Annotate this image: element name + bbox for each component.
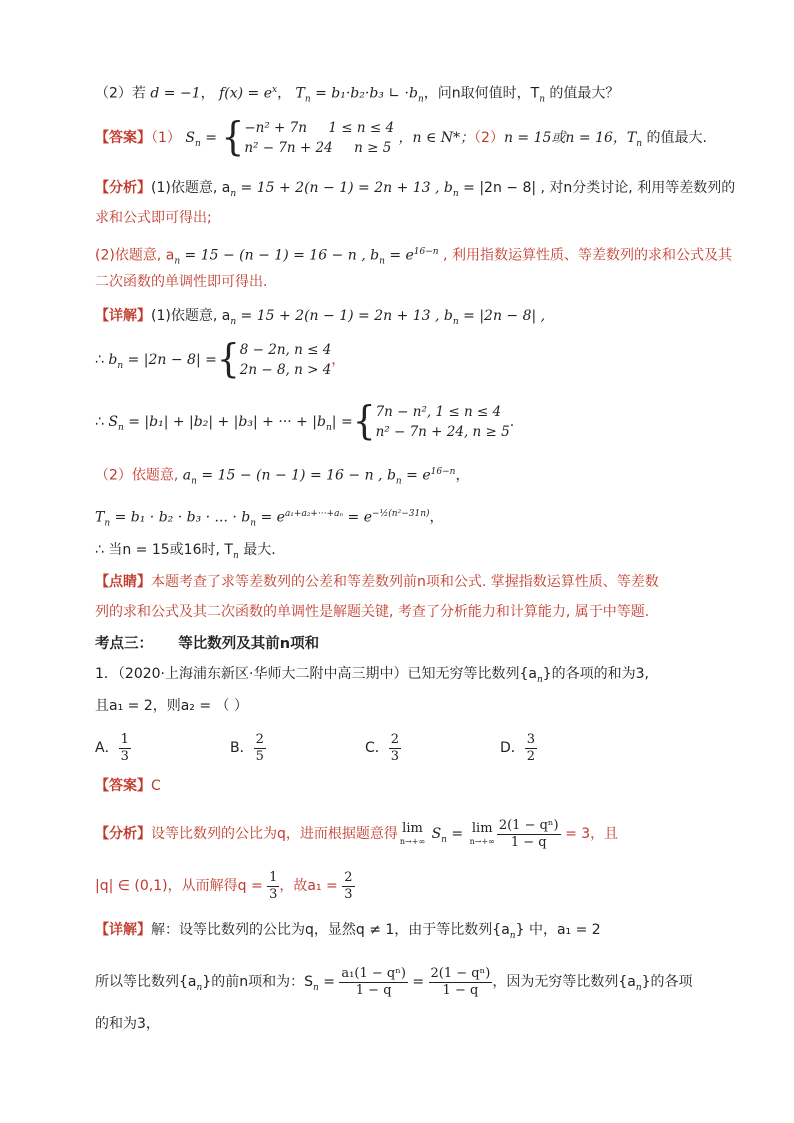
detail-p2-exp: 16−n [430, 467, 456, 477]
analysis2-line2b: ，故a₁ = [279, 878, 343, 894]
detail2-line1b: } 中，a₁ = 2 [515, 922, 601, 938]
detail2-f2-num: 2(1 − qⁿ) [430, 965, 491, 981]
remark-l2: 列的求和公式及其二次函数的单调性是解题关键, 考查了分析能力和计算能力, 属于中等题. [95, 604, 650, 620]
q2-label: （2）若 [95, 85, 146, 102]
answer-case1-cond: 1 ≤ n ≤ 4 [328, 120, 395, 136]
analysis2-frac-num: 2(1 − qⁿ) [498, 817, 559, 833]
detail-b-lhs: b [108, 352, 118, 368]
analysis2-frac-den: 1 − q [510, 834, 547, 850]
answer-p1: （1） [151, 130, 181, 146]
option-c-letter: C． [365, 740, 389, 756]
option-b-den: 5 [255, 748, 264, 764]
detail-p2: （2）依题意, [95, 467, 179, 484]
problem-1-line-2 [95, 696, 248, 716]
detail2-f2-den: 1 − q [442, 982, 479, 998]
section-heading [95, 634, 319, 654]
problem-number: 1． [95, 666, 118, 682]
option-d-den: 2 [526, 748, 536, 764]
detail-l1b: = 15 + 2(n − 1) = 2n + 13 , b [236, 308, 453, 324]
q2-sep2: ， [277, 85, 292, 102]
problem-source: （2020·上海浦东新区·华师大二附中高三期中）已知无穷等比数列{a [117, 666, 537, 682]
problem-options [95, 728, 695, 768]
section-label: 考点三： [95, 636, 153, 652]
detail-b-case1: 8 − 2n, n ≤ 4 [239, 342, 332, 358]
detail2-line2c: ，因为无穷等比数列{a [492, 974, 636, 990]
detail-part2: （2）依题意, $a_n = 15 - (n - 1) = 16 - n$ , $b_n = e^{16-n}$， [95, 467, 470, 487]
detail-l1: (1)依题意, a [151, 308, 231, 324]
analysis2-lim1: lim [402, 821, 423, 836]
q2-question: ，问n取何值时，T [423, 85, 540, 102]
detail-p2b: = 15 − (n − 1) = 16 − n , b [196, 467, 396, 484]
analysis-line-1: 【分析】(1)依题意, $a_n = 15 + 2(n - 1) = 2n + 13$ , $b_n = |2n - 8|$ , 对n分类讨论, 利用等差数列的 [95, 180, 736, 199]
answer-line: 【答案】（1） $S_n$ = { −n² + 7n 1 ≤ n ≤ 4 n² − 7n + 24 n ≥ 5 ，n ∈ N*；（2）n = 15或n = 16，$T_n$ 的值最大. [95, 114, 707, 160]
option-a-letter: A． [95, 740, 119, 756]
detail2-line-1: 【详解】解：设等比数列的公比为q，显然q ≠ 1，由于等比数列$\{a_n\}$ 中，a₁ = 2 [95, 922, 601, 941]
question-2-line: （2）若 d = −1， $f(x) = e^x$， $T_n = b_1\cdot b_2\cdot b_3$ ∟ $\cdot b_n$，问n取何值时，$T_n$ 的值最大？ [95, 85, 620, 105]
analysis-l3d: , 利用指数运算性质、等差数列的求和公式及其 [438, 247, 732, 264]
analysis-l3b: = 15 − (n − 1) = 16 − n , b [180, 247, 380, 264]
option-d-num: 3 [526, 731, 536, 747]
analysis2-a-den: 3 [344, 886, 353, 902]
detail-T: T [95, 509, 105, 526]
detail-T-rhs: = b₁ · b₂ · b₃ · ... · b [110, 509, 251, 526]
detail-S-case2: n² − 7n + 24, n ≥ 5 [375, 424, 510, 440]
option-c-num: 2 [390, 731, 400, 747]
answer-case2-expr: n² − 7n + 24 [244, 140, 333, 156]
answer-p2-text: n = 15或n = 16，T [503, 130, 637, 146]
answer-p2: （2） [474, 130, 504, 146]
answer-case1-expr: −n² + 7n [244, 120, 307, 136]
problem-line2: 且a₁ = 2，则a₂ = （ ） [95, 698, 249, 714]
analysis-line-4 [95, 272, 267, 292]
detail2-f1-den: 1 − q [355, 982, 392, 998]
q2-sep: ， [200, 85, 215, 102]
detail-T-end: ， [429, 509, 444, 526]
answer-domain: ，n ∈ N*； [398, 130, 475, 146]
remark-line-2 [95, 602, 649, 622]
option-c[interactable] [365, 728, 500, 768]
analysis-l1b: = 15 + 2(n − 1) = 2n + 13 , b [236, 180, 453, 196]
analysis2-eq: = [446, 826, 468, 842]
detail-p2a: a [178, 467, 192, 484]
problem-answer [95, 776, 161, 796]
analysis-l3c: = e [384, 247, 414, 264]
analysis-l4: 二次函数的单调性即可得出. [95, 274, 268, 290]
problem-answer-tag: 【答案】 [95, 778, 151, 794]
analysis2-q-num: 1 [269, 869, 278, 885]
remark-line-1 [95, 572, 659, 592]
detail-conclusion-text: ∴ 当n = 15或16时, T [95, 542, 233, 558]
option-a[interactable] [95, 728, 230, 768]
option-b-letter: B． [230, 740, 254, 756]
option-d[interactable] [500, 728, 620, 768]
detail2-line2a: 所以等比数列{a [95, 974, 197, 990]
detail2-line2b: }的前n项和为：S [202, 974, 313, 990]
analysis2-text1: 设等比数列的公比为q，进而根据题意得 [151, 826, 398, 842]
answer-case2-cond: n ≥ 5 [354, 140, 392, 156]
analysis2-lim2-sub: n→+∞ [469, 837, 495, 846]
option-b-num: 2 [255, 731, 264, 747]
detail-l1c: = |2n − 8| , [458, 308, 546, 324]
option-d-letter: D． [500, 740, 525, 756]
detail2-f1-num: a₁(1 − qⁿ) [341, 965, 406, 981]
detail-S-end: . [509, 414, 515, 430]
q2-f: f(x) = e [219, 85, 272, 102]
q2-question-end: 的值最大？ [544, 85, 620, 102]
analysis-l1: (1)依题意, a [151, 180, 231, 196]
detail-conclusion-end: 最大. [238, 542, 276, 558]
q2-T: T [295, 85, 305, 102]
q2-f-exp: x [271, 85, 278, 95]
problem-1-line-1: 1．（2020·上海浦东新区·华师大二附中高三期中）已知无穷等比数列$\{a_n\}$的各项的和为3, [95, 666, 649, 685]
detail-T-line: $T_n = b_1 \cdot b_2 \cdot b_3$ · ... · $b_n = e^{a_1+a_2+\cdot\cdot\cdot+a_n} = e^{-\frac{1}{2}(n^2-31n)}$， [95, 509, 444, 529]
answer-S: S [185, 130, 195, 146]
detail-p2c: = e [401, 467, 431, 484]
option-b[interactable] [230, 728, 365, 768]
option-a-den: 3 [120, 748, 129, 764]
answer-cases [244, 118, 394, 158]
detail-T-eq2: = e [343, 509, 373, 526]
option-c-den: 3 [390, 748, 400, 764]
detail-b-case2: 2n − 8, n > 4 [239, 362, 332, 378]
detail-T-eq: = e [256, 509, 285, 526]
detail-therefore-2: ∴ [95, 414, 104, 430]
detail2-line-2: 所以等比数列$\{a_n\}$的前n项和为：$S_n$ = $\frac{\text{a₁(1 − qⁿ)}}{1 - q}$ = $\frac{\text{2(1 − qⁿ)}}{1 - q}$ ，因为无穷等比数列$\{a_n\}$的各项 [95, 965, 693, 998]
detail-S-case1: 7n − n², 1 ≤ n ≤ 4 [375, 404, 502, 420]
q2-d: d = −1 [150, 85, 201, 102]
analysis-tag: 【分析】 [95, 180, 151, 196]
remark-l1: 本题考查了求等差数列的公差和等差数列前n项和公式. 掌握指数运算性质、等差数 [151, 574, 659, 590]
detail2-line-3 [95, 1014, 160, 1034]
detail-bn-cases: ∴ $b_n = |2n - 8|$ ={ 8 − 2n, n ≤ 4 2n − 8, n > 4 ， [95, 336, 346, 382]
analysis2-q-den: 3 [269, 886, 278, 902]
detail-conclusion: ∴ 当n = 15或16时, $T_n$ 最大. [95, 542, 276, 561]
detail2-line1: 解：设等比数列的公比为q，显然q ≠ 1，由于等比数列{a [151, 922, 510, 938]
detail-T-exp1: a₁+a₂+···+aₙ [284, 509, 344, 519]
answer-p2-end: 的值最大. [642, 130, 707, 146]
analysis-l1c: = |2n − 8| , 对n分类讨论, 利用等差数列的 [458, 180, 736, 196]
detail-S-lhs: S [108, 414, 118, 430]
analysis-line-3: (2)依题意, $a_n = 15 - (n - 1) = 16 - n$ , $b_n = e^{16-n}$ , 利用指数运算性质、等差数列的求和公式及其 [95, 247, 732, 267]
detail2-tag: 【详解】 [95, 922, 151, 938]
q2-T-rhs: = b₁·b₂·b₃ ∟ ·b [310, 85, 418, 102]
analysis2-a-num: 2 [344, 869, 353, 885]
analysis2-S: S [427, 826, 442, 842]
analysis-line-2 [95, 208, 212, 228]
analysis2-eq3: = 3，且 [560, 826, 619, 842]
analysis-l3: (2)依题意, a [95, 247, 175, 264]
problem-answer-value: C [151, 778, 161, 794]
detail-b-end: ， [331, 352, 346, 368]
detail-b-mid: = |2n − 8| = [123, 352, 217, 368]
detail-S-mid2: | = [331, 414, 353, 430]
detail-S-mid: = |b₁| + |b₂| + |b₃| + ··· + |b [123, 414, 326, 430]
detail-therefore-1: ∴ [95, 352, 104, 368]
analysis2-tag: 【分析】 [95, 826, 151, 842]
detail-tag: 【详解】 [95, 308, 151, 324]
detail-p2-end: ， [455, 467, 470, 484]
detail-T-exp2: −½(n²−31n) [372, 509, 430, 519]
remark-tag: 【点睛】 [95, 574, 151, 590]
detail-line-1: 【详解】(1)依题意, $a_n = 15 + 2(n - 1) = 2n + 13$ , $b_n = |2n - 8|$ , [95, 308, 546, 327]
analysis-l2: 求和公式即可得出; [95, 210, 212, 226]
detail2-line2d: }的各项 [641, 974, 693, 990]
option-a-num: 1 [120, 731, 129, 747]
section-title: 等比数列及其前n项和 [178, 636, 320, 652]
analysis-l3-exp: 16−n [413, 247, 439, 257]
analysis2-lim2: lim [471, 821, 493, 836]
detail2-line3: 的和为3， [95, 1016, 160, 1032]
detail-sn-cases: ∴ $S_n = |b_1| + |b_2| + |b_3|$ + ··· + $|b_n|$ ={ 7n − n², 1 ≤ n ≤ 4 n² − 7n + 24, n ≥ 5 . [95, 398, 515, 444]
analysis2-line2a: |q| ∈ (0,1)，从而解得q = [95, 878, 268, 894]
analysis2-line-1: 【分析】设等比数列的公比为q，进而根据题意得 lim n→+∞ $S_n$ = lim n→+∞ $\frac{\text{2(1 − qⁿ)}}{1 - q}$ = 3，且 [95, 817, 619, 850]
answer-tag: 【答案】 [95, 130, 151, 146]
analysis2-lim1-sub: n→+∞ [399, 837, 426, 846]
problem-source-end: }的各项的和为3, [542, 666, 649, 682]
analysis2-line-2 [95, 866, 355, 906]
